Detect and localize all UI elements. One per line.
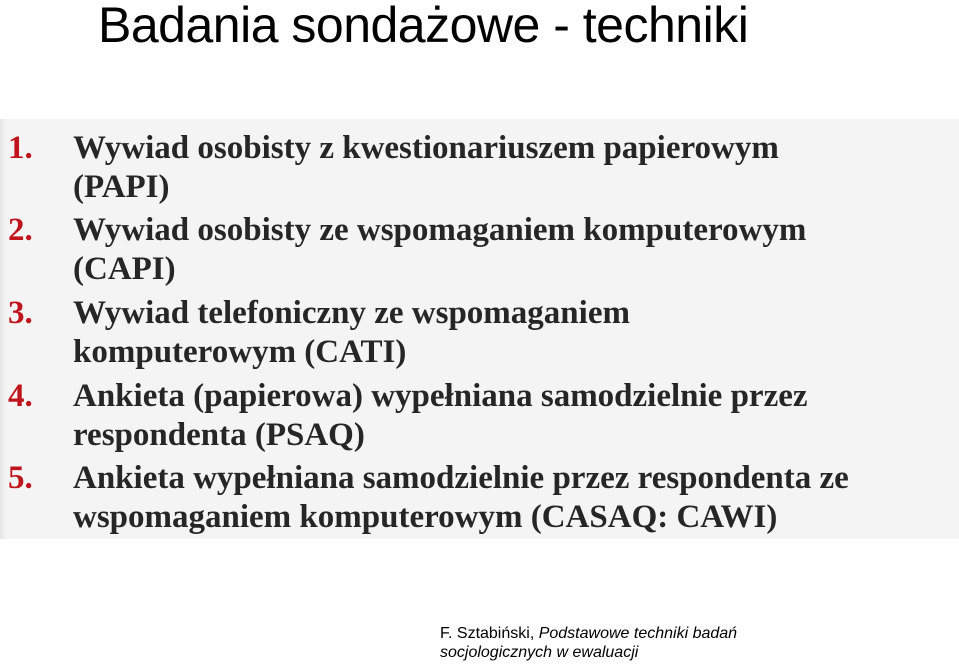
list-item-line: respondenta (PSAQ): [73, 417, 365, 453]
list-item-number: 3.: [8, 295, 33, 331]
list-item-line: komputerowym (CATI): [73, 334, 407, 370]
list-item-number: 5.: [8, 460, 33, 496]
list-item-line: Ankieta (papierowa) wypełniana samodzielnie przez: [73, 378, 808, 414]
techniques-list-image: [0, 119, 959, 539]
list-item-line: Ankieta wypełniana samodzielnie przez respondenta ze: [73, 460, 849, 496]
list-item-number: 2.: [8, 212, 33, 248]
list-item-text: [73, 377, 808, 455]
citation-title-part2: socjologicznych w ewaluacji: [440, 644, 639, 661]
list-item-line: wspomaganiem komputerowym (CASAQ: CAWI): [73, 499, 778, 535]
citation-line-1: [440, 624, 737, 643]
list-item-line: Wywiad osobisty ze wspomaganiem komputerowym: [73, 212, 807, 248]
citation-title-part1: Podstawowe techniki badań: [538, 625, 738, 642]
image-left-edge: [0, 119, 8, 539]
list-item-text: [73, 211, 806, 289]
list-item-text: [73, 294, 630, 372]
list-item-line: Wywiad osobisty z kwestionariuszem papierowym: [73, 130, 779, 166]
list-item-text: [73, 129, 779, 207]
citation-author: F. Sztabiński,: [440, 625, 539, 642]
list-item-line: Wywiad telefoniczny ze wspomaganiem: [73, 295, 630, 331]
list-item-line: (CAPI): [73, 251, 176, 287]
list-item-text: [73, 459, 849, 537]
list-item-line: (PAPI): [73, 169, 170, 205]
slide-title: Badania sondażowe - techniki: [98, 0, 749, 53]
list-item-number: 4.: [8, 378, 33, 414]
source-citation: [440, 624, 737, 662]
list-item-number: 1.: [8, 130, 33, 166]
